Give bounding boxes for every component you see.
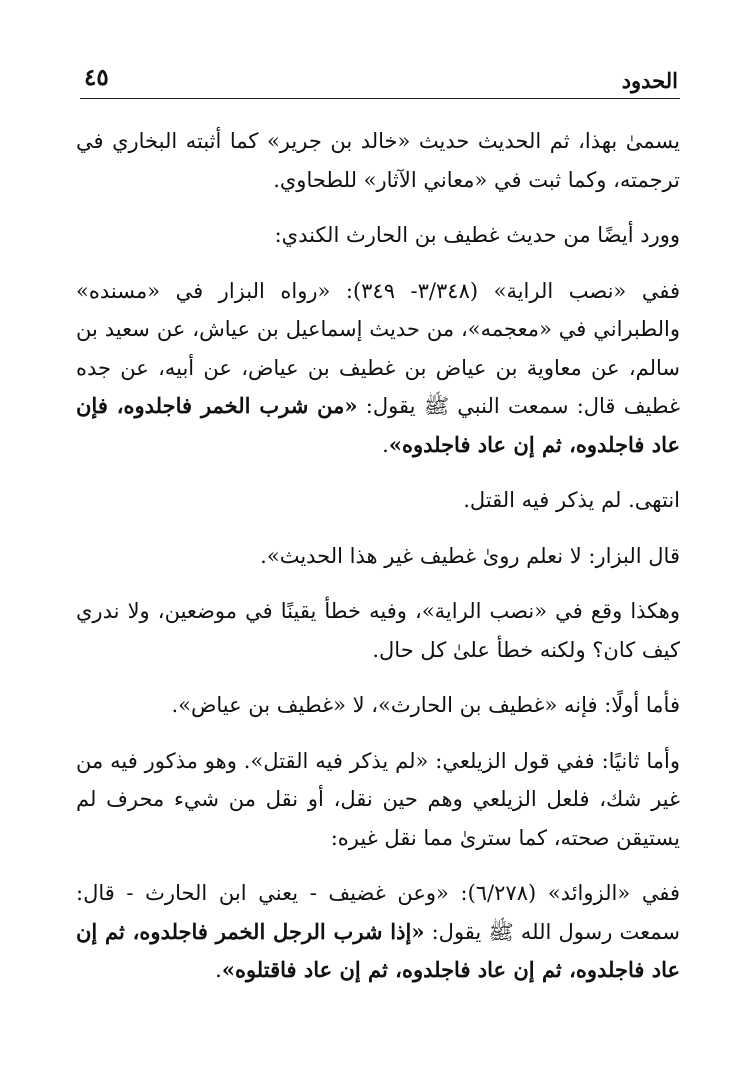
page-header bbox=[80, 58, 680, 99]
paragraph-1: يسمىٰ بهذا، ثم الحديث حديث «خالد بن جرير» كما أثبته البخاري في ترجمته، وكما ثبت في «معاني الآثار» للطحاوي. bbox=[76, 129, 680, 192]
hadith-text: «من شرب الخمر فاجلدوه، فإن عاد فاجلدوه، ثم إن عاد فاجلدوه» bbox=[76, 393, 680, 457]
paragraph-2: وورد أيضًا من حديث غطيف بن الحارث الكندي: bbox=[274, 223, 680, 247]
paragraph-7: فأما أولًا: فإنه «غطيف بن الحارث»، لا «غطيف بن عياض». bbox=[171, 693, 680, 717]
paragraph-9 bbox=[76, 874, 680, 990]
quote-end: . bbox=[215, 958, 222, 982]
running-title: الحدود bbox=[621, 68, 678, 93]
paragraph-5: قال البزار: لا نعلم روىٰ غطيف غير هذا الحديث». bbox=[260, 543, 680, 568]
hadith-text: «إذا شرب الرجل الخمر فاجلدوه، ثم إن عاد فاجلدوه، ثم إن عاد فاجلدوه، ثم إن عاد فاقتلوه» bbox=[76, 918, 680, 982]
page-number: ٤٥ bbox=[84, 64, 109, 91]
quote-intro: ففي «الزوائد» (٦/٢٧٨): «وعن غضيف - يعني ابن الحارث - قال: سمعت رسول الله ﷺ يقول: bbox=[76, 881, 681, 944]
paragraph-3 bbox=[76, 272, 680, 465]
paragraph-6: وهكذا وقع في «نصب الراية»، وفيه خطأ يقينًا في موضعين، ولا ندري كيف كان؟ ولكنه خطأ علىٰ كل حال. bbox=[76, 599, 680, 662]
quote-end: . bbox=[382, 432, 389, 457]
paragraph-4: انتهى. لم يذكر فيه القتل. bbox=[463, 488, 680, 512]
quote-intro: ففي «نصب الراية» (٣/٣٤٨- ٣٤٩): «رواه البزار في «مسنده» والطبراني في «معجمه»، من حديث إسماعيل بن عياش، عن سعيد بن سالم، عن معاوية بن عياض بن غطيف بن عياض، عن أبيه، عن جده غطيف قال: سمعت النبي ﷺ يقول: bbox=[76, 278, 680, 418]
page-body bbox=[76, 122, 680, 1007]
paragraph-8: وأما ثانيًا: ففي قول الزيلعي: «لم يذكر فيه القتل». وهو مذكور فيه من غير شك، فلعل الزيلعي وهم حين نقل، أو نقل من شيء محرف لم يستيقن صحته، كما سترىٰ مما نقل غيره: bbox=[76, 748, 680, 850]
